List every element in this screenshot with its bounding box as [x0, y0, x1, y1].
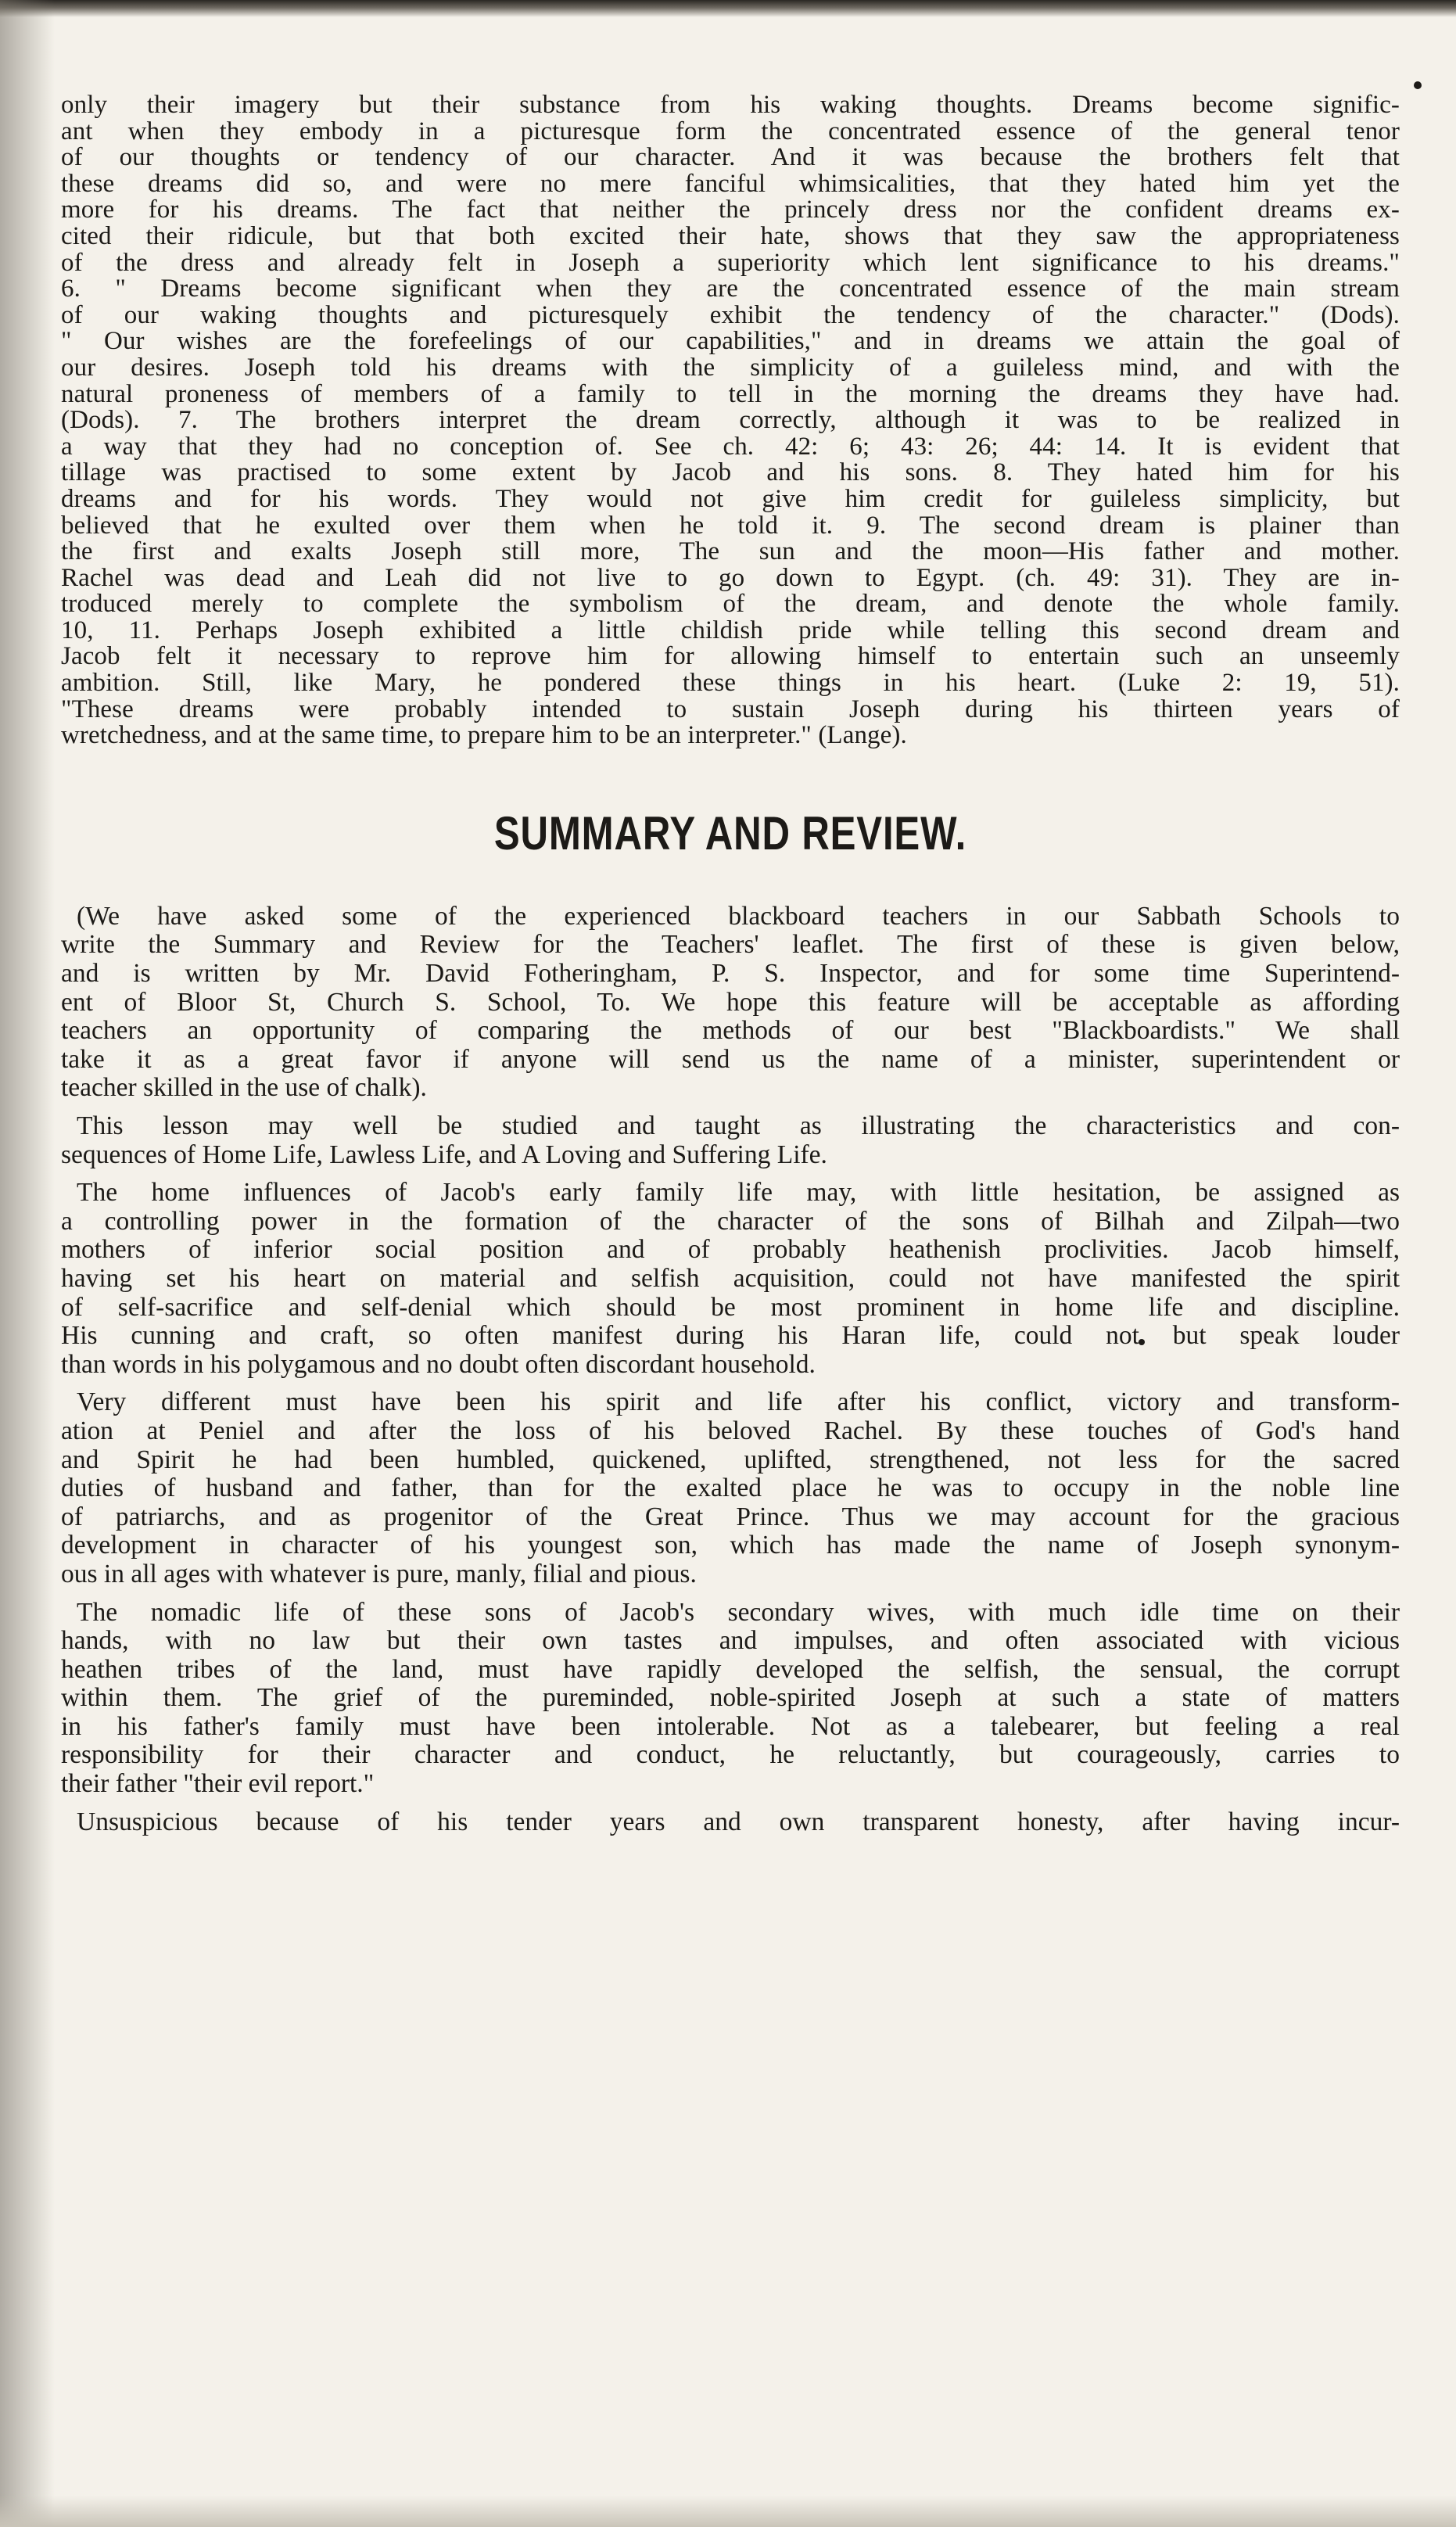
text-line: Unsuspicious because of his tender years and own transparent honesty, after having incur- [77, 1807, 1400, 1836]
review-paragraph [61, 1112, 1400, 1169]
review-paragraph [61, 1179, 1400, 1379]
text-line: The home influences of Jacob's early family life may, with little hesitation, be assigned as [77, 1178, 1400, 1208]
text-line: mothers of inferior social position and of probably heathenish proclivities. Jacob himself, [61, 1235, 1400, 1265]
text-line: our desires. Joseph told his dreams with the simplicity of a guileless mind, and with the [61, 353, 1400, 382]
scan-top-edge [0, 0, 1456, 17]
text-line: This lesson may well be studied and taught as illustrating the characteristics and con- [77, 1111, 1400, 1140]
text-line: cited their ridicule, but that both excited their hate, shows that they saw the appropriateness [61, 221, 1400, 250]
text-line: Rachel was dead and Leah did not live to go down to Egypt. (ch. 49: 31). They are in- [61, 563, 1400, 592]
text-line: ant when they embody in a picturesque form the concentrated essence of the general tenor [61, 117, 1400, 145]
text-line: in his father's family must have been intolerable. Not as a talebearer, but feeling a real [61, 1711, 1400, 1741]
text-line: hands, with no law but their own tastes and impulses, and often associated with vicious [61, 1626, 1400, 1656]
text-line: responsibility for their character and conduct, he reluctantly, but courageously, carries to [61, 1740, 1400, 1770]
text-line: these dreams did so, and were no mere fanciful whimsicalities, that they hated him yet the [61, 169, 1400, 198]
text-line: (Dods). 7. The brothers interpret the dream correctly, although it was to be realized in [61, 406, 1400, 435]
text-line: 6. " Dreams become significant when they are the concentrated essence of the main stream [61, 275, 1400, 303]
section-heading: SUMMARY AND REVIEW. [493, 806, 967, 860]
scan-bottom-edge [0, 2496, 1456, 2527]
text-line: sequences of Home Life, Lawless Life, and A Loving and Suffering Life. [61, 1140, 827, 1169]
text-line: a way that they had no conception of. See ch. 42: 6; 43: 26; 44: 14. It is evident that [61, 432, 1400, 461]
text-line: of our waking thoughts and picturesquely exhibit the tendency of the character." (Dods). [61, 300, 1400, 329]
text-line: and Spirit he had been humbled, quickened, uplifted, strengthened, not less for the sacred [61, 1445, 1400, 1474]
text-line: of patriarchs, and as progenitor of the Great Prince. Thus we may account for the gracious [61, 1502, 1400, 1531]
text-line: Very different must have been his spirit and life after his conflict, victory and transform- [77, 1387, 1400, 1417]
text-line: tillage was practised to some extent by Jacob and his sons. 8. They hated him for his [61, 458, 1400, 487]
text-line: teachers an opportunity of comparing the methods of our best "Blackboardists." We shall [61, 1016, 1400, 1046]
text-line: the first and exalts Joseph still more, The sun and the moon—His father and mother. [61, 537, 1400, 566]
text-line: dreams and for his words. They would not give him credit for guileless simplicity, but [61, 484, 1400, 513]
text-line: troduced merely to complete the symbolism of the dream, and denote the whole family. [61, 590, 1400, 619]
text-line: write the Summary and Review for the Teachers' leaflet. The first of these is given below, [61, 930, 1400, 960]
review-paragraph [61, 1388, 1400, 1588]
text-line: more for his dreams. The fact that neither the princely dress nor the confident dreams ex- [61, 196, 1400, 224]
text-line: of self-sacrifice and self-denial which should be most prominent in home life and discipline. [61, 1292, 1400, 1322]
text-line: believed that he exulted over them when he told it. 9. The second dream is plainer than [61, 511, 1400, 540]
commentary-paragraph [61, 92, 1400, 749]
text-line: having set his heart on material and selfish acquisition, could not have manifested the spirit [61, 1263, 1400, 1293]
text-line: teacher skilled in the use of chalk). [61, 1073, 427, 1103]
text-line: ent of Bloor St, Church S. School, To. We hope this feature will be acceptable as affording [61, 987, 1400, 1017]
text-line: within them. The grief of the pureminded, noble-spirited Joseph at such a state of matters [61, 1683, 1400, 1713]
text-line: duties of husband and father, than for the exalted place he was to occupy in the noble line [61, 1473, 1400, 1503]
text-line: their father "their evil report." [61, 1769, 375, 1799]
text-line: development in character of his youngest son, which has made the name of Joseph synonym- [61, 1531, 1400, 1560]
text-line: " Our wishes are the forefeelings of our capabilities," and in dreams we attain the goal of [61, 327, 1400, 356]
text-line: ambition. Still, like Mary, he pondered these things in his heart. (Luke 2: 19, 51). [61, 669, 1400, 698]
review-paragraph [61, 1599, 1400, 1799]
text-line: take it as a great favor if anyone will send us the name of a minister, superintendent or [61, 1044, 1400, 1074]
text-line: heathen tribes of the land, must have rapidly developed the selfish, the sensual, the corrupt [61, 1654, 1400, 1684]
text-line: wretchedness, and at the same time, to prepare him to be an interpreter." (Lange). [61, 721, 907, 750]
text-line: of our thoughts or tendency of our character. And it was because the brothers felt that [61, 143, 1400, 172]
text-line: a controlling power in the formation of the character of the sons of Bilhah and Zilpah—two [61, 1206, 1400, 1236]
review-paragraph [61, 1808, 1400, 1837]
page-content [61, 92, 1400, 1846]
scan-left-edge [0, 0, 55, 2527]
review-paragraph [61, 903, 1400, 1103]
text-line: and is written by Mr. David Fotheringham, P. S. Inspector, and for some time Superintend- [61, 959, 1400, 989]
text-line: ous in all ages with whatever is pure, manly, filial and pious. [61, 1559, 697, 1588]
text-line: ation at Peniel and after the loss of his beloved Rachel. By these touches of God's hand [61, 1416, 1400, 1445]
text-line: of the dress and already felt in Joseph a superiority which lent significance to his dreams." [61, 248, 1400, 277]
text-line: (We have asked some of the experienced blackboard teachers in our Sabbath Schools to [77, 901, 1400, 931]
ink-speck [1414, 81, 1422, 89]
text-line: natural proneness of members of a family to tell in the morning the dreams they have had. [61, 379, 1400, 408]
text-line: "These dreams were probably intended to sustain Joseph during his thirteen years of [61, 695, 1400, 723]
text-line: The nomadic life of these sons of Jacob's secondary wives, with much idle time on their [77, 1597, 1400, 1627]
summary-review-section [61, 903, 1400, 1836]
text-line: only their imagery but their substance from his waking thoughts. Dreams become signific- [61, 91, 1400, 119]
text-line: 10, 11. Perhaps Joseph exhibited a little childish pride while telling this second dream and [61, 616, 1400, 644]
text-line: His cunning and craft, so often manifest during his Haran life, could not but speak louder [61, 1321, 1400, 1351]
text-line: than words in his polygamous and no doubt often discordant household. [61, 1349, 816, 1379]
text-line: Jacob felt it necessary to reprove him for allowing himself to entertain such an unseemly [61, 642, 1400, 671]
